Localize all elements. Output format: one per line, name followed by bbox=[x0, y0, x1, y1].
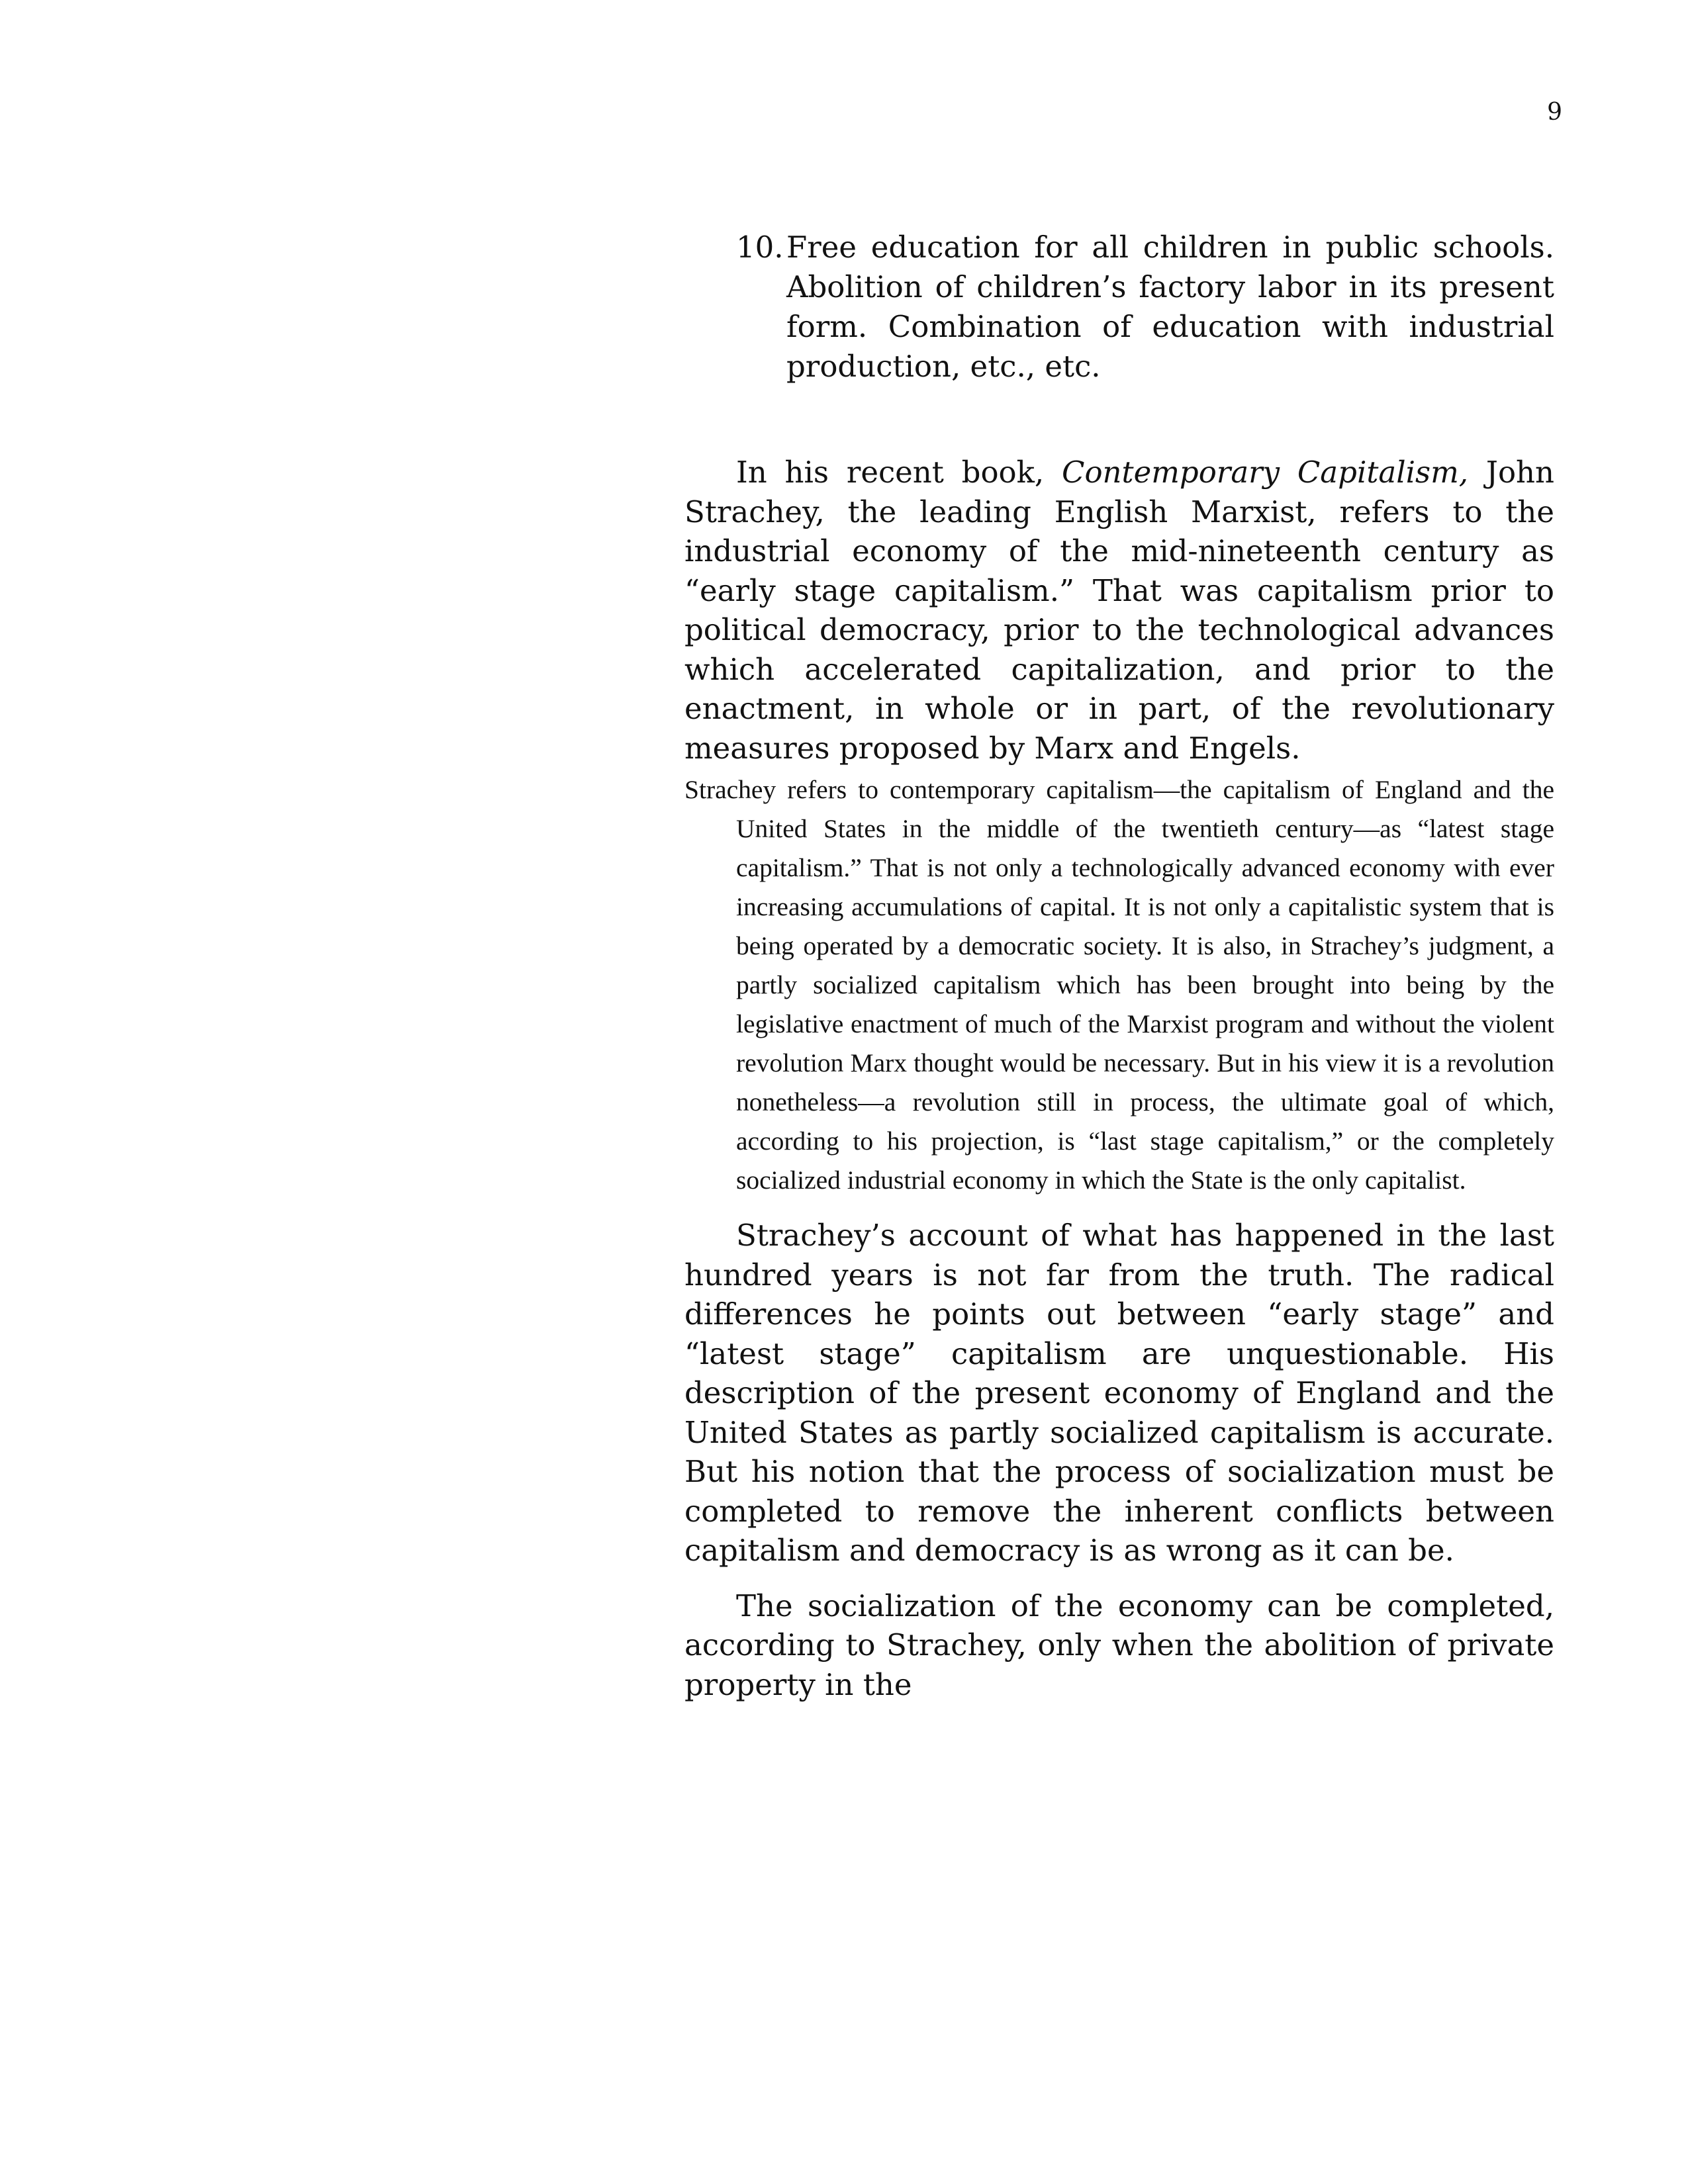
paragraph-stracheys-account: Strachey’s account of what has happened in the last hundred years is not far from the truth. The radical differences he points out between “early stage” and “latest stage” capitalism are unquestionable. His description of the present economy of England and the United States as partly socialized capitalism is accurate. But his notion that the process of socialization must be completed to remove the inherent conflicts between capitalism and democracy is as wrong as it can be. bbox=[684, 1218, 1554, 1568]
list-item-text: Free education for all children in public schools. Abolition of children’s factory labor in its present form. Combination of education with industrial production, etc., etc. bbox=[786, 230, 1554, 384]
list-item-10 bbox=[736, 228, 1554, 387]
list-item-number: 10. bbox=[736, 230, 784, 265]
paragraph-1-rest: John Strachey, the leading English Marxist, refers to the industrial economy of the mid-nineteenth century as “early stage capitalism.” That was capitalism prior to political democracy, prior to the technological advances which accelerated capitalization, and prior to the enactment, in whole or in part, of the revolutionary measures proposed by Marx and Engels. bbox=[684, 455, 1555, 766]
paragraph-socialization: The socialization of the economy can be completed, according to Strachey, only when the abolition of private property in the bbox=[684, 1588, 1554, 1702]
text-column bbox=[684, 228, 1554, 1704]
page-number: 9 bbox=[1547, 99, 1562, 126]
paragraph-contemporary-capitalism bbox=[684, 453, 1554, 768]
paragraph-latest-stage-capitalism: Strachey refers to contemporary capitalism—the capitalism of England and the United States in the middle of the twentieth century—as “latest stage capitalism.” That is not only a technologically advanced economy with ever increasing accumulations of capital. It is not only a capitalistic system that is being operated by a democratic society. It is also, in Strachey’s judgment, a partly socialized capitalism which has been brought into being by the legislative enactment of much of the Marxist program and without the violent revolution Marx thought would be necessary. But in his view it is a revolution nonetheless—a revolution still in process, the ultimate goal of which, according to his projection, is “last stage capitalism,” or the completely socialized industrial economy in which the State is the only capitalist. bbox=[684, 775, 1554, 1195]
book-title: Contemporary Capitalism, bbox=[1062, 455, 1469, 490]
paragraph-1-lead: In his recent book, bbox=[736, 455, 1062, 490]
